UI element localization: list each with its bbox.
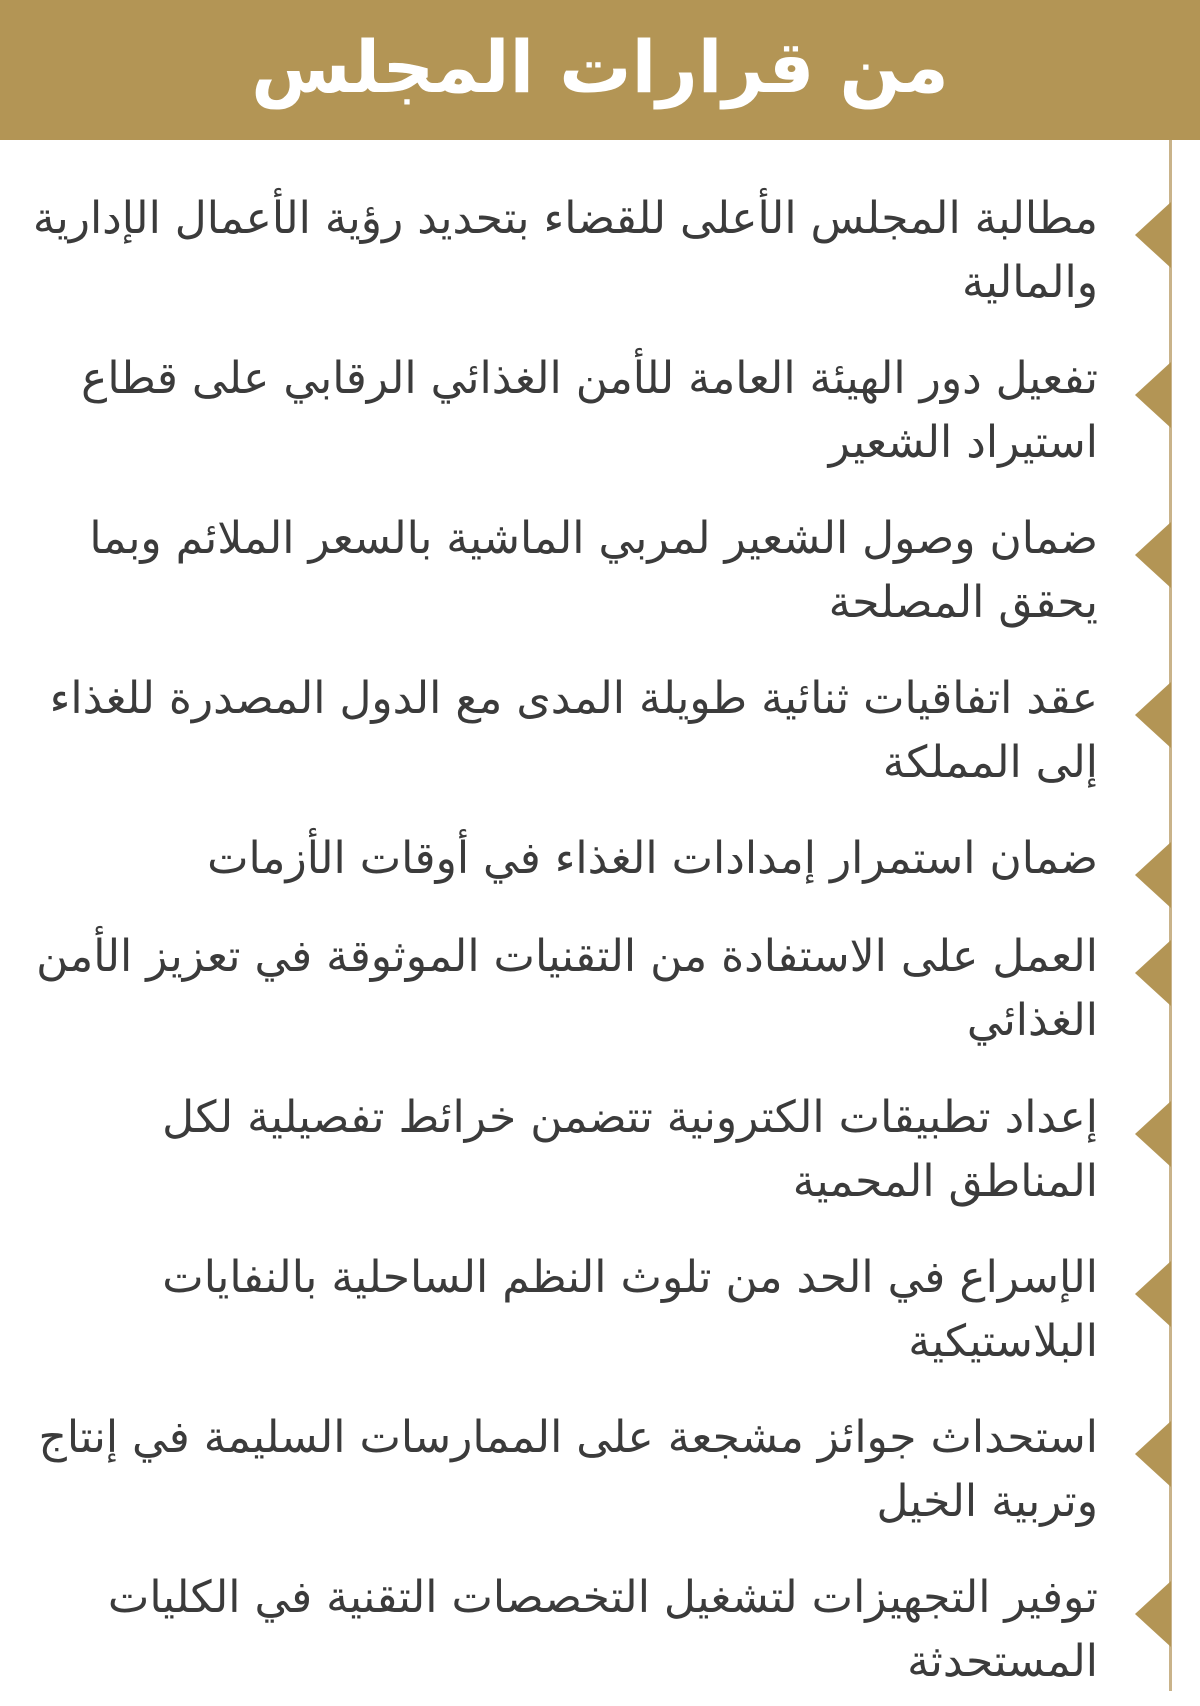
triangle-bullet-icon (1135, 1101, 1171, 1167)
triangle-bullet-icon (1135, 1421, 1171, 1487)
triangle-bullet-icon (1135, 522, 1171, 588)
list-item (0, 925, 1200, 1065)
triangle-bullet-icon (1135, 682, 1171, 748)
list-item (0, 1086, 1200, 1226)
decision-text: تفعيل دور الهيئة العامة للأمن الغذائي الرقابي على قطاع استيراد الشعير (81, 353, 1098, 468)
decision-text: إعداد تطبيقات الكترونية تتضمن خرائط تفصيلية لكل المناطق المحمية (162, 1092, 1098, 1207)
list-item (0, 1406, 1200, 1546)
list-item (0, 187, 1200, 327)
triangle-bullet-icon (1135, 1261, 1171, 1327)
triangle-bullet-icon (1135, 940, 1171, 1006)
triangle-bullet-icon (1135, 202, 1171, 268)
list-item (0, 507, 1200, 647)
list-item (0, 347, 1200, 487)
triangle-bullet-icon (1135, 362, 1171, 428)
decision-text: مطالبة المجلس الأعلى للقضاء بتحديد رؤية الأعمال الإدارية والمالية (32, 193, 1098, 308)
list-item (0, 1246, 1200, 1386)
decision-text: استحداث جوائز مشجعة على الممارسات السليمة في إنتاج وتربية الخيل (38, 1412, 1098, 1527)
decision-text: عقد اتفاقيات ثنائية طويلة المدى مع الدول المصدرة للغذاء إلى المملكة (49, 673, 1098, 788)
list-item (0, 1566, 1200, 1706)
decision-text: العمل على الاستفادة من التقنيات الموثوقة في تعزيز الأمن الغذائي (36, 931, 1098, 1046)
triangle-bullet-icon (1135, 842, 1171, 908)
triangle-bullet-icon (1135, 1581, 1171, 1647)
list-item (0, 667, 1200, 807)
decision-text: ضمان استمرار إمدادات الغذاء في أوقات الأزمات (207, 833, 1098, 884)
decision-text: الإسراع في الحد من تلوث النظم الساحلية بالنفايات البلاستيكية (162, 1252, 1098, 1367)
page-title: من قرارات المجلس (251, 25, 949, 109)
decision-text: توفير التجهيزات لتشغيل التخصصات التقنية في الكليات المستحدثة (107, 1572, 1098, 1687)
decision-text: ضمان وصول الشعير لمربي الماشية بالسعر الملائم وبما يحقق المصلحة (89, 513, 1098, 628)
